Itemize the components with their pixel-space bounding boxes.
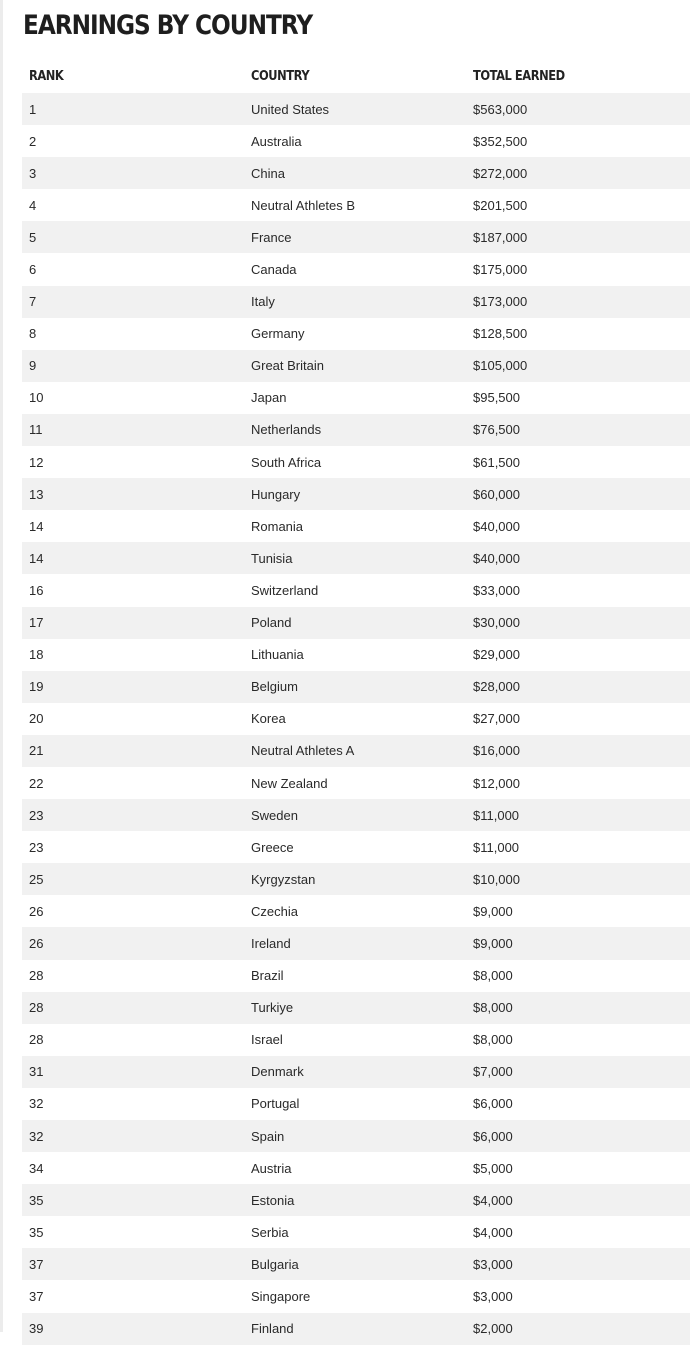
cell-total: $4,000 [473,1224,513,1240]
cell-rank: 19 [29,679,44,695]
table-row [22,671,690,703]
cell-rank: 17 [29,615,44,631]
cell-rank: 13 [29,486,44,502]
cell-rank: 20 [29,711,44,727]
table-row [22,895,690,927]
cell-total: $27,000 [473,711,520,727]
table-row [22,446,690,478]
cell-total: $6,000 [473,1128,513,1144]
cell-total: $563,000 [473,101,528,117]
cell-country: Romania [251,518,304,534]
table-row [22,735,690,767]
cell-rank: 34 [29,1160,44,1176]
cell-country: Hungary [251,486,301,502]
header-rank: RANK [29,69,64,84]
cell-country: Ireland [251,935,291,951]
table-row [22,125,690,157]
cell-country: Israel [251,1032,283,1048]
cell-country: Portugal [251,1096,300,1112]
cell-country: Singapore [251,1289,311,1305]
cell-rank: 35 [29,1224,44,1240]
cell-country: Poland [251,615,292,631]
table-row [22,1248,690,1280]
cell-rank: 11 [29,422,43,438]
cell-country: Spain [251,1128,285,1144]
table-row [22,1280,690,1312]
cell-country: Great Britain [251,358,324,374]
cell-rank: 37 [29,1289,44,1305]
cell-total: $40,000 [473,518,520,534]
table-row [22,1024,690,1056]
cell-rank: 23 [29,839,44,855]
cell-rank: 16 [29,582,44,598]
cell-total: $3,000 [473,1289,513,1305]
cell-rank: 28 [29,1000,44,1016]
table-row [22,767,690,799]
table-row [22,639,690,671]
cell-country: Japan [251,390,287,406]
cell-total: $16,000 [473,743,520,759]
table-row [22,960,690,992]
cell-total: $95,500 [473,390,520,406]
cell-country: Bulgaria [251,1256,299,1272]
cell-rank: 22 [29,775,44,791]
cell-rank: 32 [29,1128,44,1144]
cell-country: Switzerland [251,582,319,598]
cell-total: $76,500 [473,422,520,438]
cell-rank: 7 [29,294,37,310]
cell-rank: 14 [29,550,44,566]
cell-country: Neutral Athletes B [251,197,356,213]
cell-country: Denmark [251,1064,304,1080]
cell-total: $10,000 [473,871,520,887]
cell-rank: 18 [29,647,44,663]
cell-total: $40,000 [473,550,520,566]
cell-country: Tunisia [251,550,293,566]
cell-country: Neutral Athletes A [251,743,355,759]
cell-rank: 26 [29,903,44,919]
cell-country: Serbia [251,1224,289,1240]
table-row [22,382,690,414]
cell-country: Finland [251,1321,294,1337]
cell-country: Netherlands [251,422,322,438]
cell-country: Estonia [251,1192,295,1208]
table-row [22,221,690,253]
cell-country: China [251,165,285,181]
table-row [22,703,690,735]
cell-country: Korea [251,711,286,727]
table-row [22,510,690,542]
table-row [22,350,690,382]
table-row [22,286,690,318]
cell-country: Lithuania [251,647,304,663]
cell-total: $4,000 [473,1192,513,1208]
cell-rank: 28 [29,968,44,984]
cell-total: $352,500 [473,133,528,149]
cell-country: France [251,229,292,245]
table-row [22,927,690,959]
table-row [22,1152,690,1184]
table-body [22,93,690,1345]
cell-country: Australia [251,133,302,149]
cell-total: $8,000 [473,968,513,984]
table-row [22,1088,690,1120]
cell-total: $5,000 [473,1160,513,1176]
table-row [22,831,690,863]
cell-country: Canada [251,262,297,278]
table-row [22,1056,690,1088]
cell-rank: 5 [29,229,37,245]
table-row [22,1216,690,1248]
table-row [22,1120,690,1152]
table-header [22,60,690,93]
cell-country: United States [251,101,330,117]
cell-total: $128,500 [473,326,528,342]
cell-rank: 14 [29,518,44,534]
cell-rank: 25 [29,871,44,887]
table-row [22,542,690,574]
cell-rank: 1 [29,101,37,117]
cell-rank: 6 [29,262,37,278]
cell-total: $11,000 [473,839,520,855]
cell-country: Germany [251,326,305,342]
cell-total: $187,000 [473,229,528,245]
cell-rank: 8 [29,326,37,342]
cell-total: $173,000 [473,294,528,310]
cell-country: New Zealand [251,775,328,791]
cell-total: $60,000 [473,486,520,502]
cell-country: Italy [251,294,275,310]
cell-total: $28,000 [473,679,520,695]
cell-total: $2,000 [473,1321,513,1337]
cell-country: Turkiye [251,1000,294,1016]
table-row [22,1313,690,1345]
cell-country: Greece [251,839,294,855]
cell-total: $8,000 [473,1032,513,1048]
cell-rank: 32 [29,1096,44,1112]
cell-rank: 37 [29,1256,44,1272]
cell-rank: 28 [29,1032,44,1048]
cell-country: South Africa [251,454,322,470]
cell-total: $61,500 [473,454,520,470]
cell-total: $11,000 [473,807,520,823]
table-row [22,93,690,125]
cell-total: $175,000 [473,262,528,278]
cell-rank: 12 [29,454,44,470]
page-title: EARNINGS BY COUNTRY [23,10,313,41]
cell-total: $29,000 [473,647,520,663]
cell-rank: 21 [29,743,44,759]
page-edge [0,0,3,1332]
earnings-table [22,60,690,1345]
cell-rank: 3 [29,165,37,181]
table-row [22,574,690,606]
cell-total: $33,000 [473,582,520,598]
table-row [22,863,690,895]
cell-rank: 31 [29,1064,44,1080]
cell-country: Brazil [251,968,284,984]
cell-total: $105,000 [473,358,528,374]
cell-total: $201,500 [473,197,528,213]
cell-total: $9,000 [473,903,513,919]
cell-total: $272,000 [473,165,528,181]
cell-country: Belgium [251,679,298,695]
cell-rank: 35 [29,1192,44,1208]
cell-country: Austria [251,1160,292,1176]
cell-rank: 2 [29,133,37,149]
cell-rank: 10 [29,390,44,406]
table-row [22,992,690,1024]
table-row [22,318,690,350]
header-total-earned: TOTAL EARNED [473,69,565,84]
cell-country: Kyrgyzstan [251,871,316,887]
cell-total: $7,000 [473,1064,513,1080]
cell-rank: 26 [29,935,44,951]
table-row [22,189,690,221]
cell-total: $30,000 [473,615,520,631]
header-country: COUNTRY [251,69,310,84]
cell-total: $8,000 [473,1000,513,1016]
cell-total: $9,000 [473,935,513,951]
cell-rank: 4 [29,197,37,213]
cell-total: $12,000 [473,775,520,791]
table-row [22,414,690,446]
cell-rank: 23 [29,807,44,823]
table-row [22,253,690,285]
cell-country: Czechia [251,903,298,919]
cell-total: $3,000 [473,1256,513,1272]
cell-total: $6,000 [473,1096,513,1112]
table-row [22,799,690,831]
table-row [22,157,690,189]
table-row [22,607,690,639]
table-row [22,1184,690,1216]
table-row [22,478,690,510]
cell-rank: 39 [29,1321,44,1337]
cell-rank: 9 [29,358,37,374]
cell-country: Sweden [251,807,298,823]
